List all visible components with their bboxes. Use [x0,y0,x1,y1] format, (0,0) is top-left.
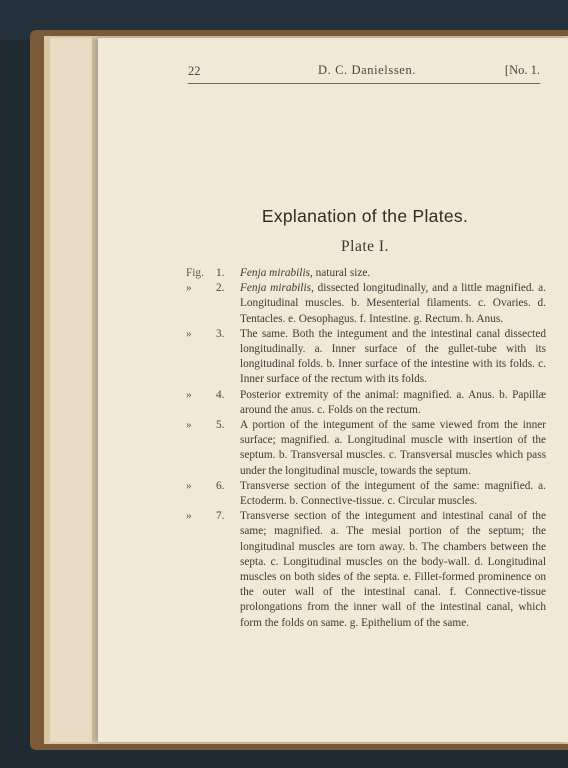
page-title: Explanation of the Plates. [261,206,469,226]
entry-label: Fig. [186,267,204,279]
figure-caption: Transverse section of the integument and intestinal canal of the same; magnified. a. The mesial portion of the septum; the longitudinal muscles are torn away. b. The chambers between the septa. c. Longitudinal muscles on the body-wall. d. Longitudinal muscles on both sides of the septa. e. Fillet-formed prominence on the outer wall of the intestinal canal. f. Connective-tissue prolongations from the inner wall of the intestinal canal, which form the folds on same. g. Epithelium of the same. [240,510,546,629]
entry-label: » [186,510,192,523]
entry-label: » [186,479,192,492]
figure-number: 1. [216,267,225,279]
figure-number: 5. [216,419,225,432]
figure-list [186,266,546,631]
figure-number: 2. [216,282,225,295]
figure-entry [186,388,546,418]
figure-entry [186,509,546,631]
figure-entry [186,281,546,327]
figure-caption: The same. Both the integument and the intestinal canal dissected longitudinally. a. Inner surface of the gullet-tube with its longitudinal folds. b. Inner surface of the intestine with its folds. c. Inner surface of the rectum with its folds. [240,327,546,386]
entry-label: » [186,419,192,432]
header-author: D. C. Danielssen. [318,63,417,77]
species-name: Fenja mirabilis, [240,282,314,295]
figure-entry [186,266,546,281]
figure-caption: Transverse section of the integument of the same: magnified. a. Ectoderm. b. Connective-tissue. c. Circular muscles. [240,479,546,508]
figure-caption: Posterior extremity of the animal: magnified. a. Anus. b. Papillæ around the anus. c. Folds on the rectum. [240,388,546,416]
plate-heading: Plate I. [341,238,389,255]
figure-caption: Fenja mirabilis, natural size. [240,267,371,279]
figure-number: 3. [216,327,225,340]
figure-caption: Fenja mirabilis, dissected longitudinally, and a little magnified. a. Longitudinal muscles. b. Mesenterial filaments. c. Ovaries. d. Tentacles. e. Oesophagus. f. Intestine. g. Rectum. h. Anus. [240,282,546,325]
figure-caption: A portion of the integument of the same viewed from the inner surface; magnified. a. Longitudinal muscle with insertion of the septum. b. Transversal muscles. c. Transversal muscles which pass under the longitudinal muscle, towards the septum. [240,419,546,477]
figure-number: 6. [216,479,225,492]
figure-number: 4. [216,388,225,401]
header-issue: [No. 1. [504,63,540,77]
entry-label: » [186,388,192,401]
figure-entry [186,479,546,509]
figure-number: 7. [216,510,225,523]
page-number: 22 [188,64,201,78]
entry-label: » [186,282,192,295]
entry-label: » [186,327,192,340]
figure-entry [186,327,546,388]
figure-entry [186,418,546,479]
species-name: Fenja mirabilis, [240,267,313,279]
running-header [188,61,540,84]
